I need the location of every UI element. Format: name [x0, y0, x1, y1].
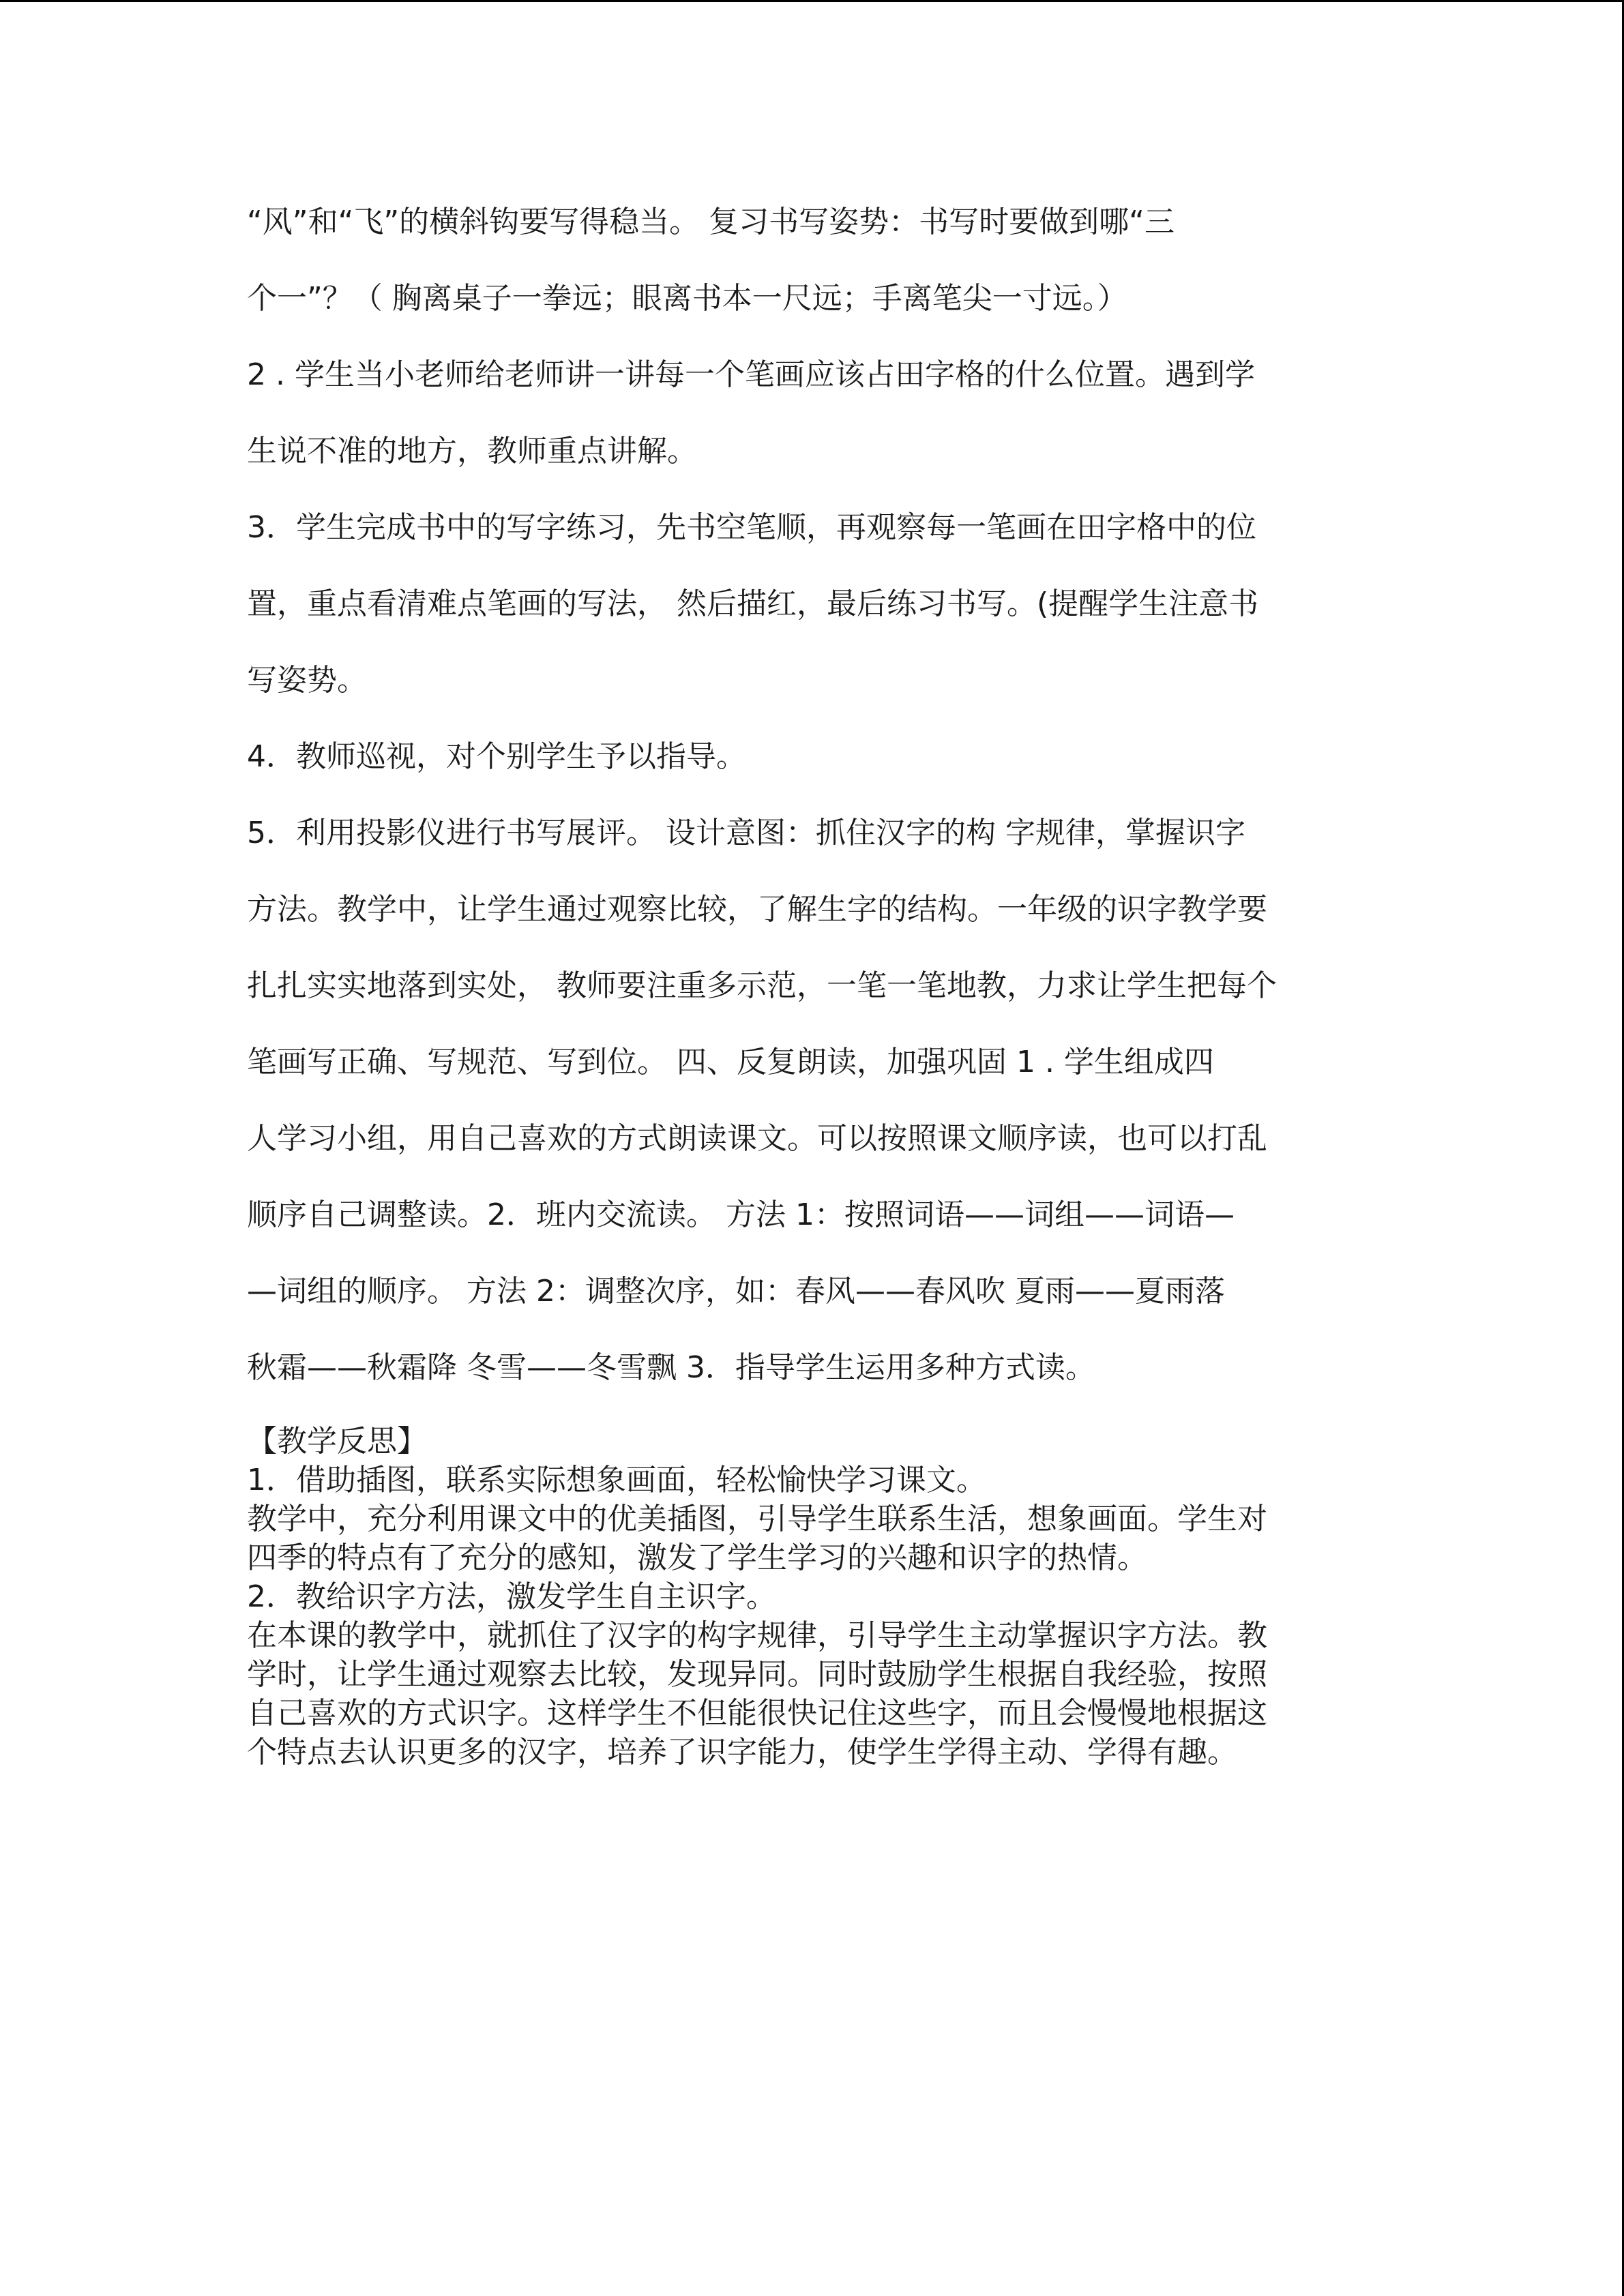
- body-line: 顺序自己调整读。2．班内交流读。 方法 1：按照词语——词组——词语—: [247, 1197, 1235, 1232]
- reflection-heading: 【教学反思】: [247, 1424, 427, 1459]
- body-line: 5．利用投影仪进行书写展评。 设计意图：抓住汉字的构 字规律，掌握识字: [247, 816, 1245, 850]
- body-line: 人学习小组，用自己喜欢的方式朗读课文。可以按照课文顺序读，也可以打乱: [247, 1121, 1267, 1156]
- reflection-line: 1．借助插图，联系实际想象画面，轻松愉快学习课文。: [247, 1463, 986, 1497]
- teaching-reflection: [247, 1422, 1379, 1772]
- body-line: 笔画写正确、写规范、写到位。 四、反复朗读，加强巩固 1 . 学生组成四: [247, 1045, 1214, 1079]
- body-line: 写姿势。: [247, 663, 367, 698]
- page-border-top: [0, 0, 1624, 2]
- body-line: “风”和“飞”的横斜钩要写得稳当。 复习书写姿势：书写时要做到哪“三: [247, 205, 1175, 239]
- lesson-body: [247, 203, 1379, 1425]
- body-line: 置，重点看清难点笔画的写法， 然后描红，最后练习书写。(提醒学生注意书: [247, 586, 1259, 621]
- body-line: 个一”？（ 胸离桌子一拳远；眼离书本一尺远；手离笔尖一寸远。）: [247, 281, 1127, 316]
- body-line: 生说不准的地方，教师重点讲解。: [247, 434, 697, 468]
- body-line: 3．学生完成书中的写字练习，先书空笔顺，再观察每一笔画在田字格中的位: [247, 510, 1256, 545]
- reflection-line: 2．教给识字方法，激发学生自主识字。: [247, 1579, 776, 1614]
- reflection-line: 学时，让学生通过观察去比较，发现异同。同时鼓励学生根据自我经验，按照: [247, 1657, 1267, 1692]
- body-line: 2 . 学生当小老师给老师讲一讲每一个笔画应该占田字格的什么位置。遇到学: [247, 357, 1255, 392]
- body-line: 扎扎实实地落到实处， 教师要注重多示范，一笔一笔地教，力求让学生把每个: [247, 968, 1277, 1003]
- reflection-line: 在本课的教学中，就抓住了汉字的构字规律，引导学生主动掌握识字方法。教: [247, 1618, 1267, 1653]
- body-line: 4．教师巡视，对个别学生予以指导。: [247, 739, 746, 774]
- reflection-line: 四季的特点有了充分的感知，激发了学生学习的兴趣和识字的热情。: [247, 1540, 1147, 1575]
- body-line: 方法。教学中，让学生通过观察比较，了解生字的结构。一年级的识字教学要: [247, 892, 1267, 927]
- reflection-line: 个特点去认识更多的汉字，培养了识字能力，使学生学得主动、学得有趣。: [247, 1735, 1237, 1770]
- body-line: 秋霜——秋霜降 冬雪——冬雪飘 3．指导学生运用多种方式读。: [247, 1350, 1095, 1385]
- reflection-line: 教学中，充分利用课文中的优美插图，引导学生联系生活，想象画面。学生对: [247, 1502, 1267, 1536]
- reflection-line: 自己喜欢的方式识字。这样学生不但能很快记住这些字，而且会慢慢地根据这: [247, 1696, 1267, 1731]
- body-line: —词组的顺序。 方法 2：调整次序，如：春风——春风吹 夏雨——夏雨落: [247, 1274, 1225, 1309]
